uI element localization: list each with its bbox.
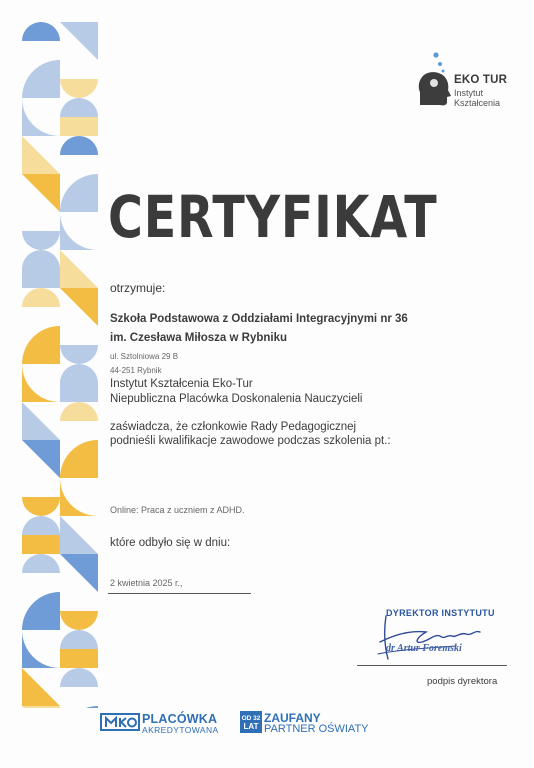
badge-accredited-sub: AKREDYTOWANA	[142, 725, 219, 735]
pattern-tile	[60, 611, 98, 630]
statement-line2: podnieśli kwalifikacje zawodowe podczas szkolenia pt.:	[110, 435, 391, 447]
handwritten-signature-icon	[356, 604, 506, 674]
certificate-title: CERTYFIKAT	[108, 183, 438, 251]
pattern-tile	[60, 345, 98, 364]
pattern-tile	[22, 136, 60, 174]
pattern-tile	[60, 402, 98, 421]
pattern-tile	[60, 136, 98, 155]
pattern-tile	[60, 174, 98, 212]
recipient-name-line1: Szkoła Podstawowa z Oddziałami Integracyjnymi nr 36	[110, 313, 408, 325]
receives-label: otrzymuje:	[110, 281, 166, 295]
pattern-tile	[22, 497, 60, 516]
years-badge-bottom: LAT	[243, 722, 259, 731]
badge-partner-sub: PARTNER OŚWIATY	[264, 723, 369, 735]
pattern-tile	[22, 535, 60, 554]
pattern-tile	[22, 402, 60, 440]
pattern-tile	[22, 630, 60, 668]
signature-label: podpis dyrektora	[427, 676, 498, 687]
date-underline	[108, 593, 251, 594]
pattern-tile	[60, 554, 98, 592]
logo-subtitle-line1: Instytut	[454, 88, 484, 98]
pattern-tile	[22, 706, 60, 708]
mko-accreditation-logo-icon	[100, 711, 140, 733]
pattern-tile	[60, 250, 98, 288]
pattern-tile	[60, 706, 98, 708]
pattern-tile	[22, 250, 60, 269]
badge-accredited-main: PLACÓWKA	[142, 712, 218, 726]
pattern-tile	[22, 22, 60, 41]
logo-subtitle	[454, 88, 500, 108]
pattern-tile	[22, 554, 60, 573]
pattern-tile	[22, 231, 60, 250]
logo-name: EKO TUR	[454, 74, 508, 86]
date-value: 2 kwietnia 2025 r.,	[110, 578, 183, 588]
pattern-tile	[60, 668, 98, 687]
pattern-tile	[22, 269, 60, 288]
pattern-tile	[60, 288, 98, 326]
badge-partner-main: ZAUFANY	[264, 711, 321, 725]
pattern-tile	[22, 592, 60, 630]
pattern-tile	[60, 478, 98, 516]
recipient-street: ul. Sztolniowa 29 B	[110, 352, 179, 361]
pattern-tile	[22, 60, 60, 98]
decorative-pattern-strip	[22, 22, 98, 708]
pattern-tile	[22, 98, 60, 136]
recipient-name-line2: im. Czesława Miłosza w Rybniku	[110, 332, 288, 344]
training-title: Online: Praca z uczniem z ADHD.	[110, 505, 245, 515]
pattern-tile	[60, 516, 98, 554]
pattern-tile	[22, 440, 60, 478]
signature-line	[357, 665, 507, 666]
pattern-tile	[60, 117, 98, 136]
pattern-tile	[60, 383, 98, 402]
years-badge-top: OD 32	[241, 715, 261, 722]
issuer-line2: Niepubliczna Placówka Doskonalenia Nauczycieli	[110, 393, 363, 405]
statement-line1: zaświadcza, że członkowie Rady Pedagogicznej	[110, 421, 357, 433]
thirty-two-years-badge-icon	[240, 711, 262, 733]
director-role: DYREKTOR INSTYTUTU	[386, 608, 495, 618]
issuer-line1: Instytut Kształcenia Eko-Tur	[110, 378, 253, 390]
logo-subtitle-line2: Kształcenia	[454, 98, 501, 108]
pattern-tile	[22, 668, 60, 706]
director-name: dr Artur Foremski	[386, 643, 462, 654]
pattern-tile	[60, 22, 98, 60]
pattern-tile	[60, 440, 98, 478]
pattern-tile	[60, 364, 98, 383]
pattern-tile	[60, 98, 98, 117]
pattern-tile	[22, 364, 60, 402]
recipient-city: 44-251 Rybnik	[110, 366, 162, 375]
pattern-tile	[60, 212, 98, 250]
pattern-tile	[60, 649, 98, 668]
pattern-tile	[60, 79, 98, 98]
pattern-tile	[22, 326, 60, 364]
date-label: które odbyło się w dniu:	[110, 537, 231, 549]
pattern-tile	[22, 516, 60, 535]
pattern-tile	[22, 288, 60, 307]
pattern-tile	[60, 630, 98, 649]
pattern-tile	[22, 174, 60, 212]
